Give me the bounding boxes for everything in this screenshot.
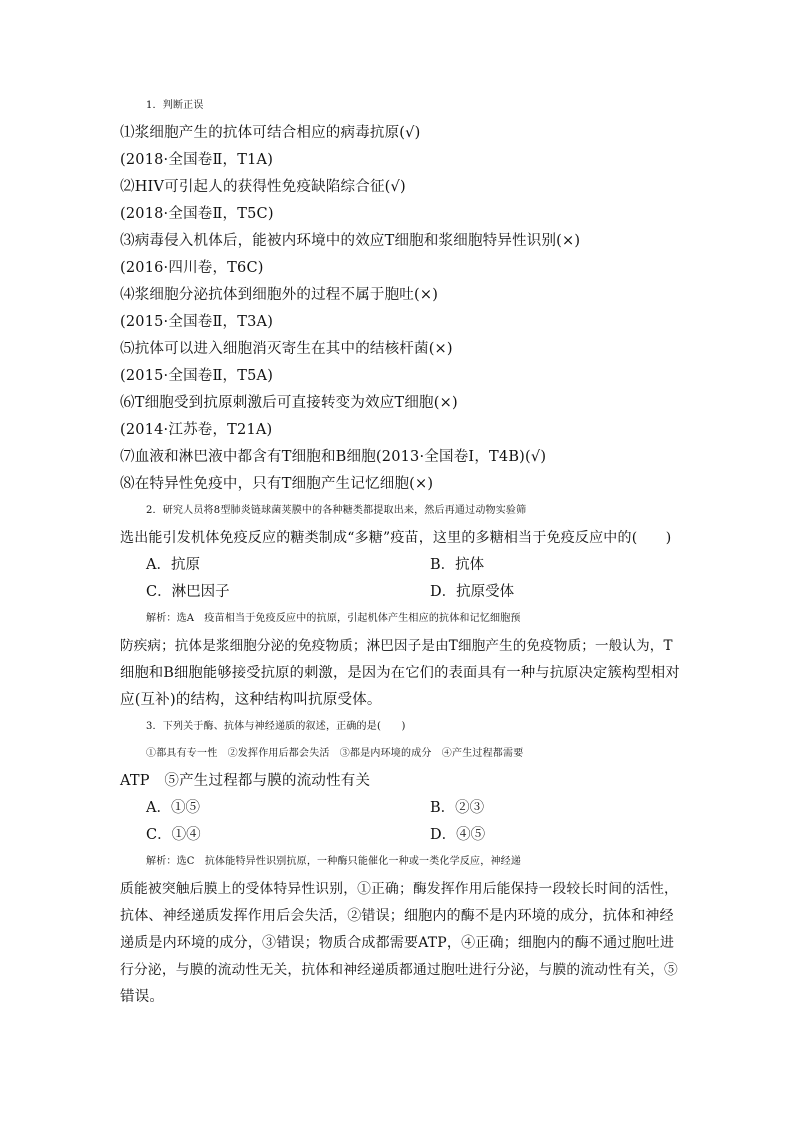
q2-explanation-line-2: 防疾病；抗体是浆细胞分泌的免疫物质；淋巴因子是由T细胞产生的免疫物质；一般认为，T — [120, 638, 673, 654]
q3-explanation-line-5: 行分泌，与膜的流动性无关，抗体和神经递质都通过胞吐进行分泌，与膜的流动性有关，⑤ — [120, 962, 679, 978]
q2-option-a: A．抗原 — [146, 557, 200, 573]
q1-source-2: (2018·全国卷Ⅱ，T5C) — [120, 206, 274, 222]
q3-option-b: B．②③ — [430, 800, 485, 816]
q3-stem: 3．下列关于酶、抗体与神经递质的叙述，正确的是( ) — [146, 721, 406, 732]
q1-item-5: ⑸抗体可以进入细胞消灭寄生在其中的结核杆菌(×) — [120, 341, 453, 357]
q1-source-3: (2016·四川卷，T6C) — [120, 260, 264, 276]
q2-stem-line-1: 2．研究人员将8型肺炎链球菌荚膜中的各种糖类都提取出来，然后再通过动物实验筛 — [146, 505, 527, 516]
q3-statements-line-2: ATP ⑤产生过程都与膜的流动性有关 — [120, 773, 371, 789]
q2-stem-line-2: 选出能引发机体免疫反应的糖类制成“多糖”疫苗，这里的多糖相当于免疫反应中的( ) — [120, 530, 672, 546]
q2-option-c: C．淋巴因子 — [146, 584, 230, 600]
q2-explanation-line-3: 细胞和B细胞能够接受抗原的刺激，是因为在它们的表面具有一种与抗原决定簇构型相对 — [120, 665, 680, 681]
q3-explanation-line-2: 质能被突触后膜上的受体特异性识别，①正确；酶发挥作用后能保持一段较长时间的活性， — [120, 881, 679, 897]
q3-explanation-line-4: 递质是内环境的成分，③错误；物质合成都需要ATP，④正确；细胞内的酶不通过胞吐进 — [120, 935, 675, 951]
q3-option-d: D．④⑤ — [430, 827, 486, 843]
q1-item-4: ⑷浆细胞分泌抗体到细胞外的过程不属于胞吐(×) — [120, 287, 439, 303]
q1-source-1: (2018·全国卷Ⅱ，T1A) — [120, 152, 274, 168]
q1-item-7: ⑺血液和淋巴液中都含有T细胞和B细胞(2013·全国卷Ⅰ，T4B)(√) — [120, 449, 547, 465]
q2-explanation-line-1: 解析：选A 疫苗相当于免疫反应中的抗原，引起机体产生相应的抗体和记忆细胞预 — [146, 613, 521, 624]
q1-source-6: (2014·江苏卷，T21A) — [120, 422, 273, 438]
q1-title: 1．判断正误 — [146, 100, 204, 111]
q1-source-4: (2015·全国卷Ⅱ，T3A) — [120, 314, 274, 330]
q3-option-a: A．①⑤ — [146, 800, 200, 816]
q1-item-3: ⑶病毒侵入机体后，能被内环境中的效应T细胞和浆细胞特异性识别(×) — [120, 233, 581, 249]
q1-item-2: ⑵HIV可引起人的获得性免疫缺陷综合征(√) — [120, 179, 406, 195]
q1-item-6: ⑹T细胞受到抗原刺激后可直接转变为效应T细胞(×) — [120, 395, 458, 411]
q3-statements-line-1: ①都具有专一性 ②发挥作用后都会失活 ③都是内环境的成分 ④产生过程都需要 — [146, 748, 524, 759]
q3-explanation-line-1: 解析：选C 抗体能特异性识别抗原，一种酶只能催化一种或一类化学反应，神经递 — [146, 856, 522, 867]
q2-option-d: D．抗原受体 — [430, 584, 515, 600]
q3-explanation-line-6: 错误。 — [120, 989, 165, 1005]
q3-explanation-line-3: 抗体、神经递质发挥作用后会失活，②错误；细胞内的酶不是内环境的成分，抗体和神经 — [120, 908, 674, 924]
q3-option-c: C．①④ — [146, 827, 201, 843]
q2-option-b: B．抗体 — [430, 557, 485, 573]
q2-explanation-line-4: 应(互补)的结构，这种结构叫抗原受体。 — [120, 692, 382, 708]
q1-source-5: (2015·全国卷Ⅱ，T5A) — [120, 368, 274, 384]
q1-item-8: ⑻在特异性免疫中，只有T细胞产生记忆细胞(×) — [120, 476, 434, 492]
q1-item-1: ⑴浆细胞产生的抗体可结合相应的病毒抗原(√) — [120, 125, 421, 141]
